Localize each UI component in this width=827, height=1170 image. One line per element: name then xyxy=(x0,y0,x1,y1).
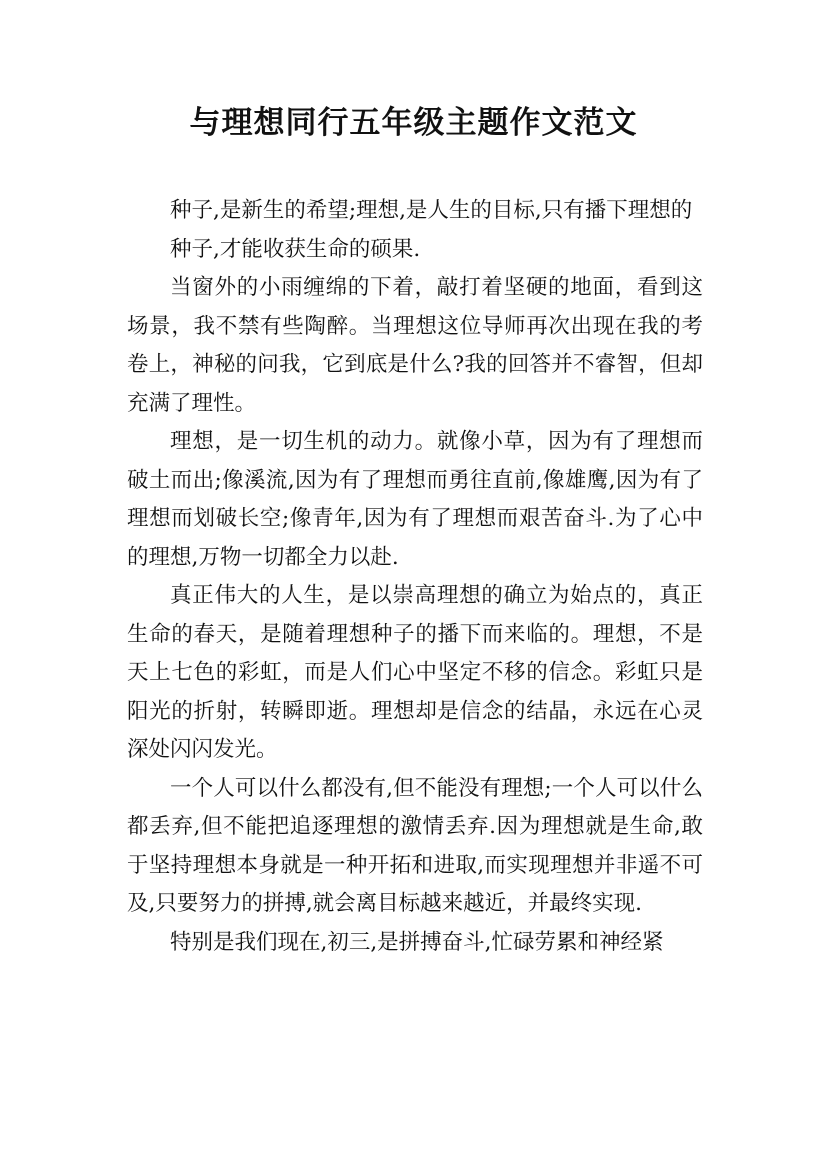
paragraph-4: 理想，是一切生机的动力。就像小草，因为有了理想而破土而出;像溪流,因为有了理想而勇往直前,像雄鹰,因为有了理想而划破长空;像青年,因为有了理想而艰苦奋斗.为了心中的理想,万物一切都全力以赴. xyxy=(127,429,703,570)
paragraph-6: 一个人可以什么都没有,但不能没有理想;一个人可以什么都丢弃,但不能把追逐理想的激情丢弃.因为理想就是生命,敢于坚持理想本身就是一种开拓和进取,而实现理想并非遥不可及,只要努力的拼搏,就会离目标越来越近，并最终实现. xyxy=(127,775,703,916)
document-title: 与理想同行五年级主题作文范文 xyxy=(189,105,638,141)
paragraph-5: 真正伟大的人生，是以崇高理想的确立为始点的，真正生命的春天，是随着理想种子的播下而来临的。理想，不是天上七色的彩虹，而是人们心中坚定不移的信念。彩虹只是阳光的折射，转瞬即逝。理想却是信念的结晶，永远在心灵深处闪闪发光。 xyxy=(127,583,703,762)
document-body xyxy=(127,192,703,962)
paragraph-2: 种子,才能收获生命的硕果. xyxy=(170,236,421,262)
paragraph-7: 特别是我们现在,初三,是拼搏奋斗,忙碌劳累和神经紧 xyxy=(170,929,664,955)
paragraph-3: 当窗外的小雨缠绵的下着，敲打着坚硬的地面，看到这场景，我不禁有些陶醉。当理想这位导师再次出现在我的考卷上，神秘的问我，它到底是什么?我的回答并不睿智，但却充满了理性。 xyxy=(127,275,703,416)
paragraph-1: 种子,是新生的希望;理想,是人生的目标,只有播下理想的 xyxy=(170,198,693,223)
